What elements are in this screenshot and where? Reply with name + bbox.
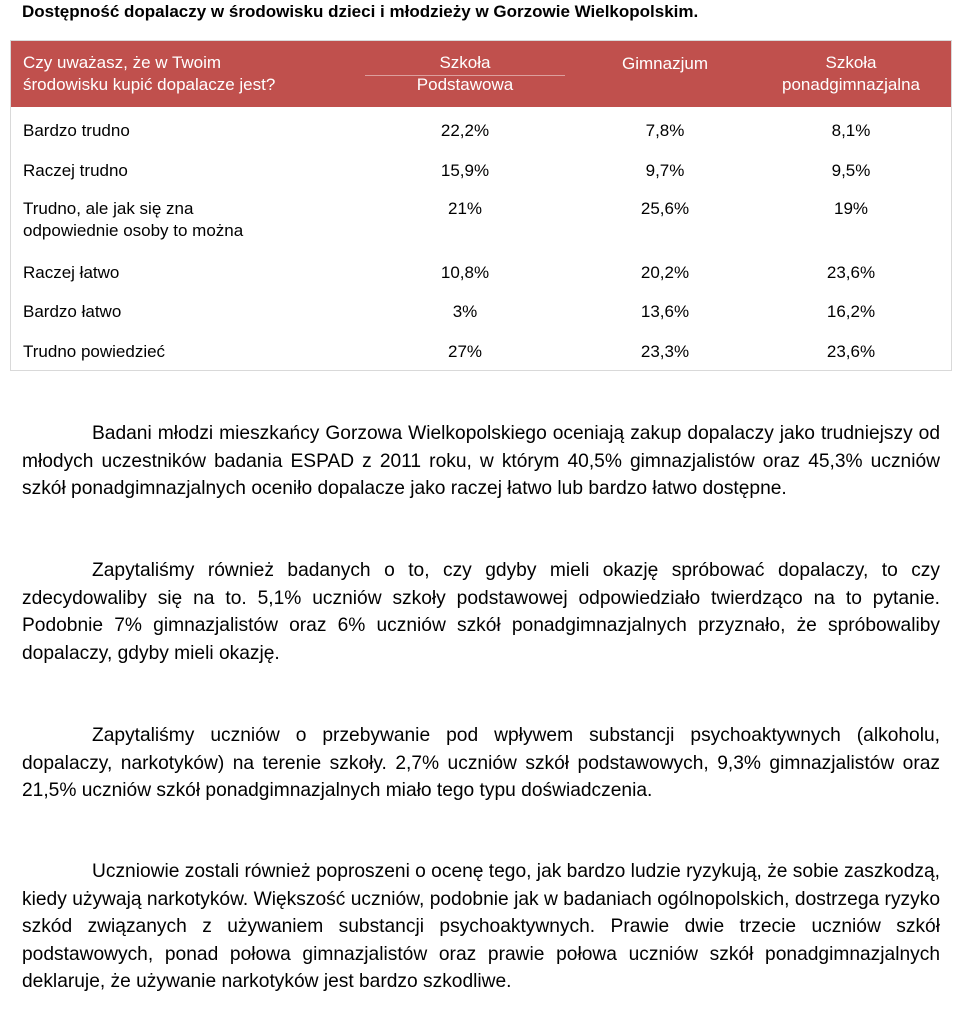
- header-question: [23, 41, 353, 107]
- cell-secondary: 16,2%: [826, 302, 876, 321]
- cell-secondary: 9,5%: [831, 161, 871, 180]
- cell-primary: 21%: [447, 199, 483, 218]
- cell-middle: 20,2%: [640, 263, 690, 282]
- header-primary-school-line1: Szkoła: [439, 53, 491, 72]
- cell-middle: 23,3%: [640, 342, 690, 361]
- row-label-line1: Trudno, ale jak się zna: [23, 199, 194, 218]
- cell-middle: 7,8%: [645, 121, 685, 140]
- cell-secondary: 8,1%: [831, 121, 871, 140]
- survey-table: [10, 40, 952, 371]
- cell-middle: 25,6%: [640, 199, 690, 218]
- cell-middle: 9,7%: [645, 161, 685, 180]
- row-label: Bardzo łatwo: [23, 302, 122, 321]
- header-primary-school-line2: Podstawowa: [416, 75, 514, 94]
- table-header: [11, 41, 951, 107]
- header-question-line2: środowisku kupić dopalacze jest?: [23, 75, 276, 94]
- paragraph-willingness-to-try: Zapytaliśmy również badanych o to, czy gdyby mieli okazję spróbować dopalaczy, to czy zdecydowaliby się na to. 5,1% uczniów szkoły podstawowej odpowiedziało twierdząco na to pytanie. Podobnie 7% gimnazjalistów oraz 6% uczniów szkół ponadgimnazjalnych przyznało, że spróbowaliby dopalaczy, gdyby mieli okazję.: [22, 560, 940, 664]
- cell-primary: 22,2%: [440, 121, 490, 140]
- header-middle-school-label: Gimnazjum: [622, 54, 708, 73]
- cell-primary: 10,8%: [440, 263, 490, 282]
- row-label: Trudno powiedzieć: [23, 342, 166, 361]
- document-title: Dostępność dopalaczy w środowisku dzieci i młodzieży w Gorzowie Wielkopolskim.: [22, 2, 699, 21]
- cell-middle: 13,6%: [640, 302, 690, 321]
- paragraph-risk-perception: Uczniowie zostali również poproszeni o ocenę tego, jak bardzo ludzie ryzykują, że sobie zaszkodzą, kiedy używają narkotyków. Większość uczniów, podobnie jak w badaniach ogólnopolskich, dostrzega ryzyko szkód związanych z używaniem substancji psychoaktywnych. Prawie dwie trzecie uczniów szkół podstawowych, ponad połowa gimnazjalistów oraz prawie połowa uczniów szkół ponadgimnazjalnych deklaruje, że używanie narkotyków jest bardzo szkodliwe.: [22, 861, 940, 992]
- row-label: Bardzo trudno: [23, 121, 130, 140]
- cell-secondary: 23,6%: [826, 263, 876, 282]
- header-middle-school: [565, 41, 765, 107]
- row-label-line2: odpowiednie osoby to można: [23, 221, 244, 240]
- cell-primary: 15,9%: [440, 161, 490, 180]
- header-secondary-school-line2: ponadgimnazjalna: [782, 75, 920, 94]
- paragraph-school-influence: Zapytaliśmy uczniów o przebywanie pod wpływem substancji psychoaktywnych (alkoholu, dopalaczy, narkotyków) na terenie szkoły. 2,7% uczniów szkół podstawowych, 9,3% gimnazjalistów oraz 21,5% uczniów szkół ponadgimnazjalnych miało tego typu doświadczenia.: [22, 725, 940, 801]
- header-secondary-school: [751, 41, 951, 107]
- header-primary-school: [365, 41, 565, 107]
- cell-secondary: 19%: [833, 199, 869, 218]
- row-label: Raczej trudno: [23, 161, 128, 180]
- row-label: Raczej łatwo: [23, 263, 120, 282]
- header-question-line1: Czy uważasz, że w Twoim: [23, 53, 222, 72]
- header-secondary-school-line1: Szkoła: [825, 53, 877, 72]
- cell-primary: 3%: [452, 302, 478, 321]
- cell-primary: 27%: [447, 342, 483, 361]
- row-label: [23, 198, 353, 242]
- cell-secondary: 23,6%: [826, 342, 876, 361]
- header-divider: [365, 75, 565, 76]
- paragraph-espad-comparison: Badani młodzi mieszkańcy Gorzowa Wielkopolskiego oceniają zakup dopalaczy jako trudniejszy od młodych uczestników badania ESPAD z 2011 roku, w którym 40,5% gimnazjalistów oraz 45,3% uczniów szkół ponadgimnazjalnych oceniło dopalacze jako raczej łatwo lub bardzo łatwo dostępne.: [22, 423, 940, 499]
